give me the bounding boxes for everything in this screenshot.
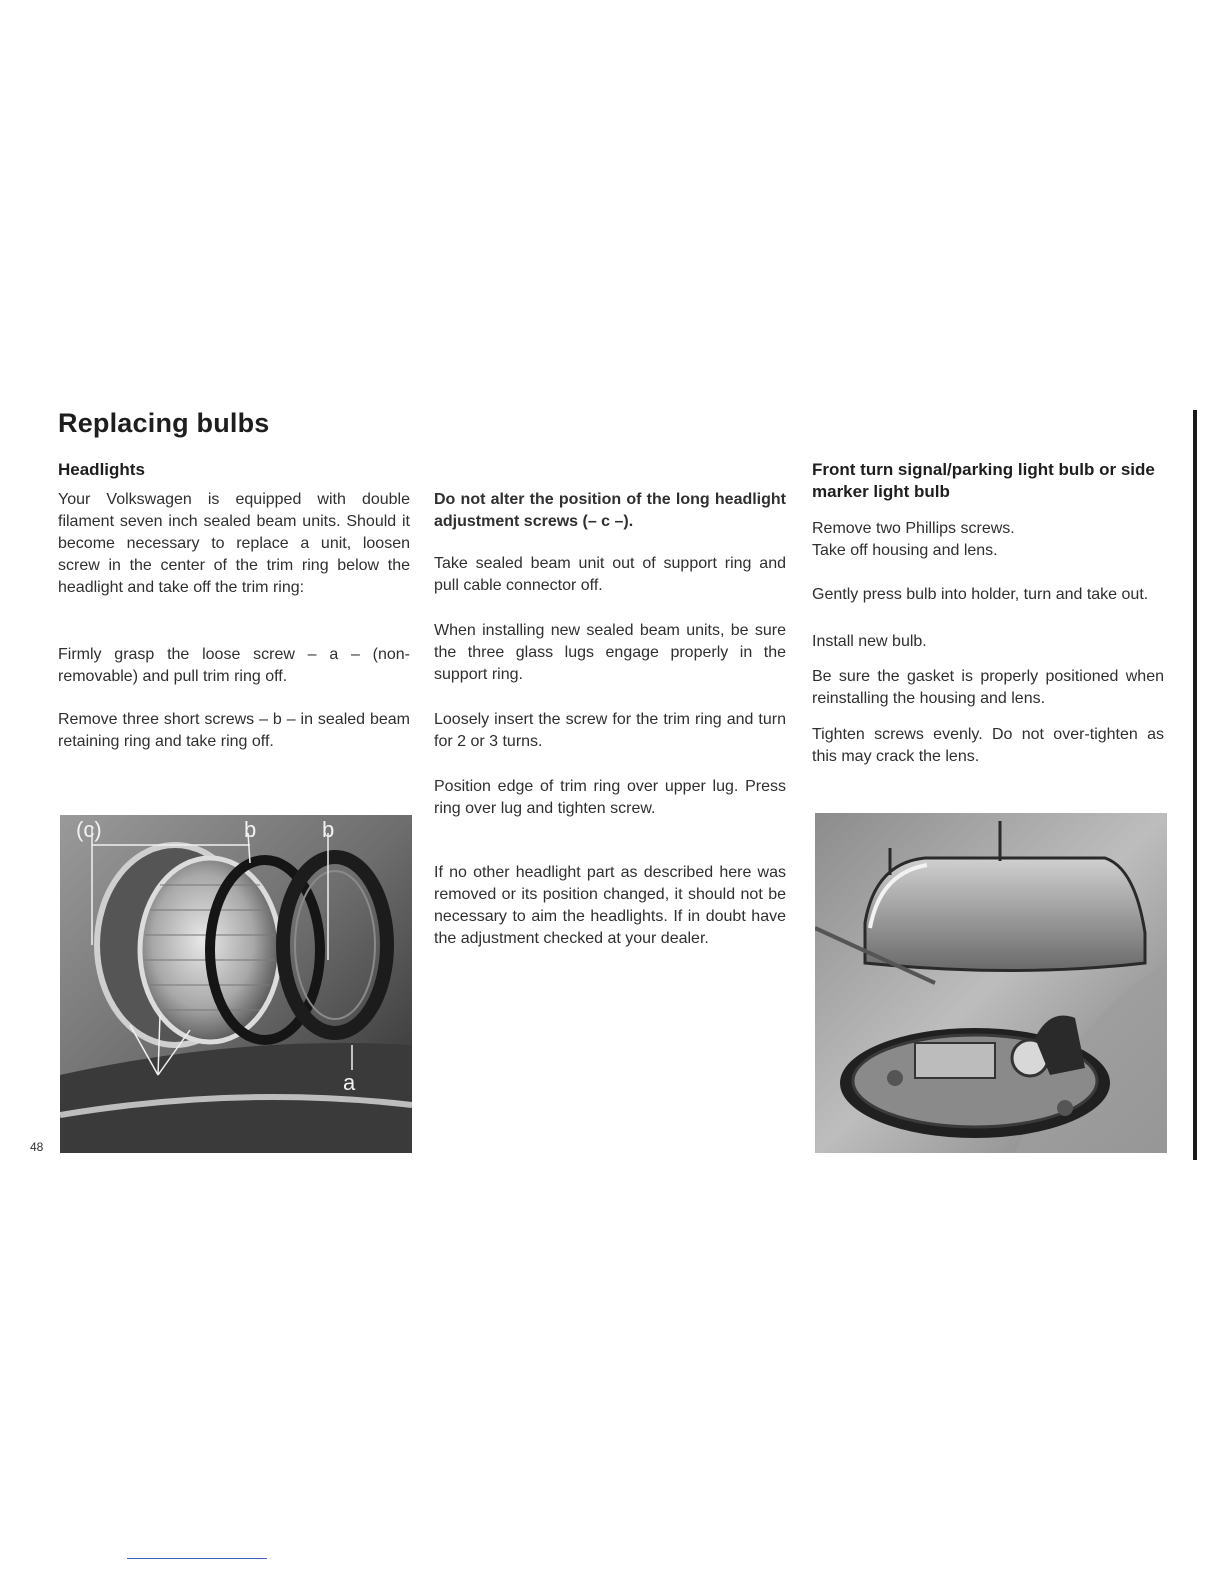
turn-signal-heading: Front turn signal/parking light bulb or side marker light bulb <box>812 460 1155 501</box>
headlights-step-grasp: Firmly grasp the loose screw – a – (non-removable) and pull trim ring off. <box>58 646 410 685</box>
install-bulb-step: Install new bulb. <box>812 633 927 650</box>
sealed-beam-install: When installing new sealed beam units, be sure the three glass lugs engage properly in the support ring. <box>434 622 786 683</box>
tighten-screws-step: Tighten screws evenly. Do not over-tighten as this may crack the lens. <box>812 726 1164 765</box>
headlights-heading: Headlights <box>58 460 145 479</box>
page-title: Replacing bulbs <box>58 408 270 438</box>
trim-ring-position: Position edge of trim ring over upper lug. Press ring over lug and tighten screw. <box>434 778 786 817</box>
headlight-assembly-photo <box>60 815 412 1153</box>
headlight-aim-note: If no other headlight part as described here was removed or its position changed, it should not be necessary to aim the headlights. If in doubt have the adjustment checked at your dealer. <box>434 864 786 947</box>
take-off-housing-text: Take off housing and lens. <box>812 542 998 559</box>
footer-rule <box>127 1558 267 1559</box>
sealed-beam-removal: Take sealed beam unit out of support ring and pull cable connector off. <box>434 555 786 594</box>
page-edge-bar <box>1193 410 1197 1160</box>
remove-screws-text: Remove two Phillips screws. <box>812 520 1015 537</box>
gasket-step: Be sure the gasket is properly positioned when reinstalling the housing and lens. <box>812 668 1164 707</box>
page-number: 48 <box>30 1140 44 1154</box>
headlights-step-remove: Remove three short screws – b – in sealed beam retaining ring and take ring off. <box>58 711 410 750</box>
trim-ring-screw: Loosely insert the screw for the trim ring and turn for 2 or 3 turns. <box>434 711 786 750</box>
headlights-intro: Your Volkswagen is equipped with double filament seven inch sealed beam units. Should it become necessary to replace a unit, loosen screw in the center of the trim ring below the headlight and take off the trim ring: <box>58 491 410 596</box>
figure-label-a: a <box>343 1070 356 1095</box>
figure-label-b-1: b <box>244 817 257 842</box>
remove-screws-step <box>812 518 1164 562</box>
turn-signal-assembly-photo <box>815 813 1167 1153</box>
remove-bulb-step: Gently press bulb into holder, turn and take out. <box>812 586 1149 603</box>
figure-label-b-2: b <box>322 817 335 842</box>
figure-label-c: (c) <box>76 817 102 842</box>
adjustment-warning: Do not alter the position of the long headlight adjustment screws (– c –). <box>434 491 786 530</box>
